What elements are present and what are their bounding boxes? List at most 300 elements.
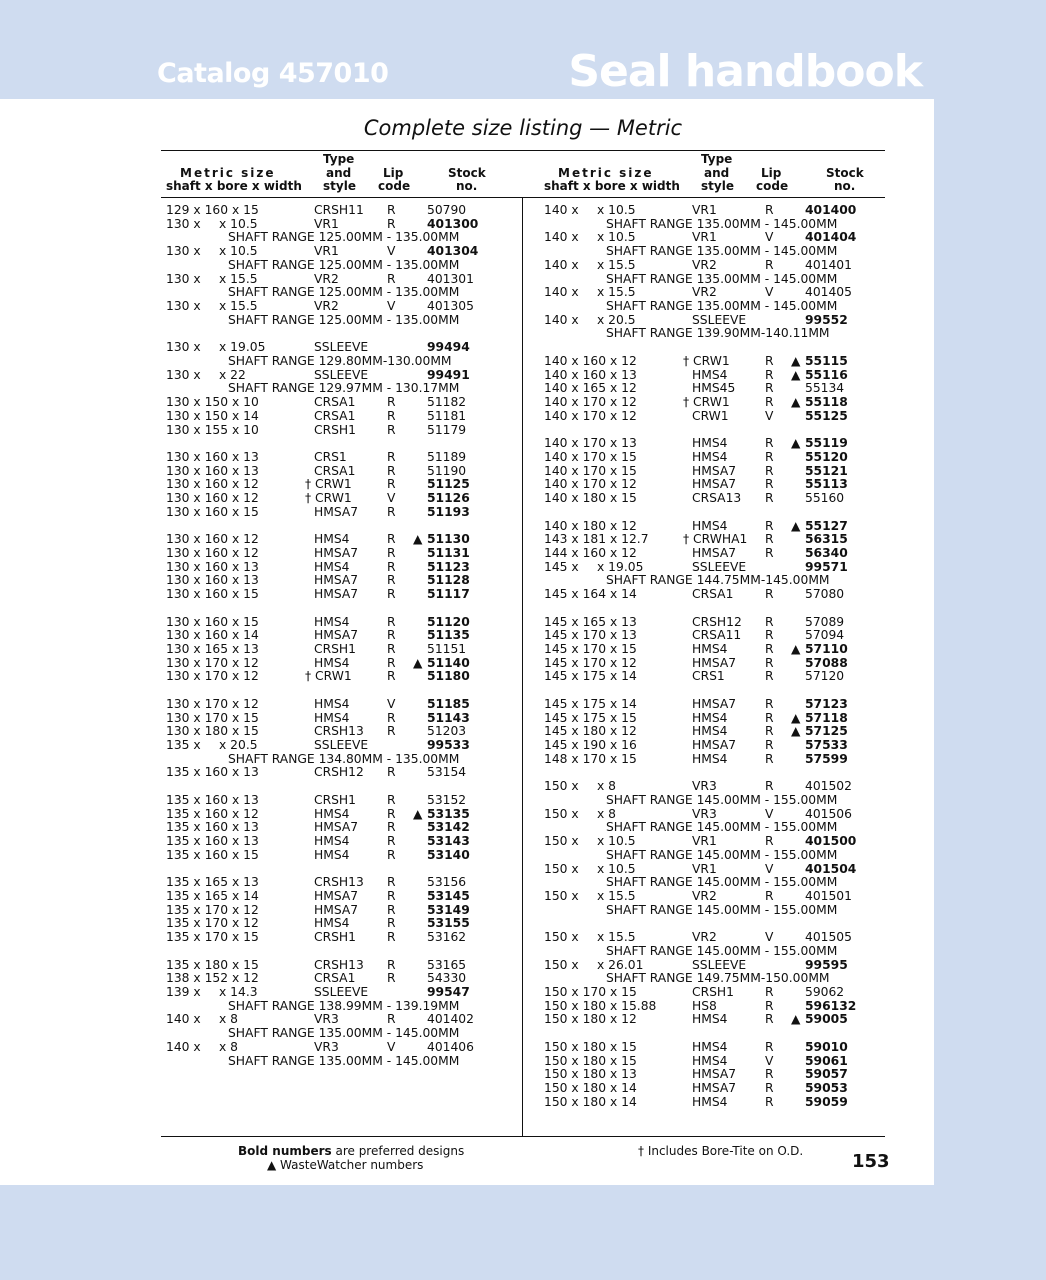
lip-code: R [765, 669, 774, 684]
stock-number: 51181 [427, 408, 467, 423]
type-header: Type [701, 152, 733, 166]
lip-code: R [387, 888, 396, 903]
stock-number: 53149 [427, 902, 470, 917]
width-size: x 15.5 [219, 299, 258, 314]
type-style: † CRW1 [305, 477, 352, 492]
lip-header: Lip [761, 166, 782, 180]
lip-code: R [387, 532, 396, 547]
metric-size: 130 x [166, 299, 201, 314]
type-style: CRSA13 [692, 491, 742, 506]
metric-size: 143 x 181 x 12.7 [544, 532, 649, 547]
metric-size: 145 x 175 x 15 [544, 710, 637, 725]
table-row [166, 657, 506, 671]
metric-size: 140 x [166, 1039, 201, 1054]
metric-size: 140 x [544, 257, 579, 272]
metric-size: 145 x 170 x 15 [544, 642, 637, 656]
shaft-range: SHAFT RANGE 129.97MM - 130.17MM [228, 381, 460, 396]
wastewatcher-icon: ▲ [791, 367, 801, 382]
stock-number: 59061 [805, 1053, 848, 1068]
table-row [166, 588, 506, 602]
row-gap [166, 780, 506, 794]
stock-number: 53162 [427, 930, 467, 945]
metric-size: 130 x 160 x 15 [166, 504, 259, 519]
table-row [166, 218, 506, 232]
type-style: VR1 [692, 230, 717, 245]
lip-code: R [765, 1081, 774, 1095]
stock-number: 55118 [805, 395, 848, 410]
shaft-range: SHAFT RANGE 135.00MM - 145.00MM [606, 299, 838, 314]
lip-code: R [387, 477, 396, 492]
lip-code: R [765, 257, 774, 272]
table-row [166, 204, 506, 218]
table-row [166, 643, 506, 657]
metric-size: 130 x 170 x 12 [166, 655, 259, 670]
metric-size: 135 x 160 x 15 [166, 847, 259, 862]
type-style: HMS4 [692, 751, 728, 766]
stock-number: 51189 [427, 449, 467, 464]
width-size: x 19.05 [597, 559, 644, 574]
type-style: CRSH1 [314, 422, 357, 437]
table-row [166, 369, 506, 383]
width-size: x 8 [597, 779, 617, 794]
type-style: HMSA7 [314, 545, 359, 560]
type-style: CRS1 [692, 669, 725, 684]
table-row [166, 506, 506, 520]
metric-size: 140 x 180 x 12 [544, 518, 637, 533]
table-row [544, 561, 884, 575]
table-row [166, 492, 506, 506]
stock-number: 57080 [805, 587, 845, 602]
table-row [166, 725, 506, 739]
type-style: CRSH1 [692, 984, 735, 999]
metric-size: 150 x [544, 957, 579, 972]
lip-code: R [387, 765, 396, 780]
shaft-range-note [544, 574, 884, 588]
metric-size: 140 x 170 x 15 [544, 463, 637, 478]
row-gap [544, 341, 884, 355]
metric-size: 135 x 160 x 13 [166, 765, 259, 780]
table-row [544, 1041, 884, 1055]
table-row [544, 588, 884, 602]
type-style: HMSA7 [314, 820, 359, 835]
stock-number: 51143 [427, 710, 470, 725]
lip-code: V [765, 930, 774, 945]
table-row [544, 890, 884, 904]
table-row [166, 273, 506, 287]
handbook-title: Seal handbook [568, 46, 922, 97]
metric-size: 150 x [544, 834, 579, 849]
stock-header: Stock [826, 166, 864, 180]
shaft-range-note [166, 1000, 506, 1014]
stock-header: Stock [448, 166, 486, 180]
type-header-and: and [704, 166, 730, 180]
lip-code: R [387, 587, 396, 602]
stock-number: 59010 [805, 1039, 848, 1054]
type-style: CRSH1 [314, 792, 357, 807]
shaft-range-note [166, 231, 506, 245]
stock-number: 57123 [805, 696, 848, 711]
row-gap [544, 506, 884, 520]
table-row [544, 808, 884, 822]
type-style: VR3 [692, 806, 717, 821]
type-style: VR3 [692, 779, 717, 794]
table-row [166, 876, 506, 890]
metric-size: 140 x 160 x 13 [544, 367, 637, 382]
lip-code: R [387, 573, 396, 588]
metric-size: 130 x 150 x 14 [166, 408, 259, 423]
metric-size: 135 x 160 x 13 [166, 792, 259, 807]
lip-code: R [387, 669, 396, 684]
size-header: Metric size [180, 166, 276, 180]
lip-code: V [765, 285, 774, 300]
table-row [166, 629, 506, 643]
type-style: HMSA7 [692, 696, 737, 711]
lip-code: R [387, 916, 396, 931]
lip-code: R [387, 395, 396, 410]
metric-size: 140 x [166, 1012, 201, 1027]
table-row [544, 863, 884, 877]
stock-number: 55134 [805, 381, 845, 396]
metric-size: 150 x [544, 806, 579, 821]
type-style: CRSA1 [314, 408, 356, 423]
table-row [166, 739, 506, 753]
type-style: CRW1 [692, 408, 729, 423]
wastewatcher-icon: ▲ [791, 724, 801, 739]
table-row [166, 698, 506, 712]
type-style: HMS4 [314, 834, 350, 849]
width-size: x 10.5 [597, 834, 636, 849]
wastewatcher-icon: ▲ [791, 710, 801, 725]
type-style: VR2 [692, 888, 717, 903]
stock-number: 401406 [427, 1039, 474, 1054]
table-row [166, 451, 506, 465]
shaft-range: SHAFT RANGE 145.00MM - 155.00MM [606, 847, 838, 862]
lip-code: R [387, 971, 396, 986]
type-style: HMS4 [314, 806, 350, 821]
lip-code: R [387, 957, 396, 972]
table-row [166, 835, 506, 849]
lip-code: V [387, 1039, 396, 1054]
stock-number: 401504 [805, 861, 857, 876]
shaft-range-note [166, 314, 506, 328]
stock-number: 57599 [805, 751, 848, 766]
stock-number: 51193 [427, 504, 470, 519]
type-style: HMS4 [692, 1012, 728, 1027]
lip-code: R [387, 203, 396, 217]
width-size: x 8 [219, 1039, 239, 1054]
table-row [544, 1055, 884, 1069]
metric-size: 130 x 150 x 10 [166, 395, 259, 410]
stock-number: 401405 [805, 285, 852, 300]
type-style: VR3 [314, 1012, 339, 1027]
shaft-range: SHAFT RANGE 135.00MM - 145.00MM [228, 1053, 460, 1068]
table-row [166, 1041, 506, 1055]
wastewatcher-icon: ▲ [413, 655, 423, 670]
type-style: VR1 [692, 834, 717, 849]
stock-number: 51182 [427, 395, 467, 410]
metric-size: 130 x 160 x 15 [166, 614, 259, 629]
lip-code: R [387, 902, 396, 917]
type-style: SSLEEVE [314, 367, 369, 382]
lip-code: R [387, 559, 396, 574]
type-style: HMS4 [314, 532, 350, 547]
row-gap [166, 863, 506, 877]
metric-size: 130 x 160 x 13 [166, 573, 259, 588]
metric-size: 140 x [544, 285, 579, 300]
table-row [544, 959, 884, 973]
lip-code: V [387, 244, 396, 259]
table-row [166, 561, 506, 575]
metric-size: 130 x 170 x 12 [166, 669, 259, 684]
type-style: HMSA7 [314, 902, 359, 917]
shaft-range: SHAFT RANGE 129.80MM-130.00MM [228, 353, 452, 368]
width-size: x 15.5 [597, 888, 636, 903]
type-header-style: style [701, 179, 734, 193]
table-row [544, 355, 884, 369]
stock-number: 56315 [805, 532, 848, 547]
type-style: VR1 [314, 216, 339, 231]
table-row [544, 725, 884, 739]
stock-number: 401501 [805, 888, 852, 903]
lip-code: R [387, 449, 396, 464]
type-style: HMSA7 [314, 504, 359, 519]
table-row [166, 986, 506, 1000]
table-row [166, 821, 506, 835]
metric-size: 150 x 180 x 13 [544, 1067, 637, 1082]
metric-size: 130 x 160 x 13 [166, 559, 259, 574]
table-row [544, 1096, 884, 1110]
table-row [166, 424, 506, 438]
lip-code: R [765, 532, 774, 547]
lip-code: V [765, 1053, 774, 1068]
shaft-range: SHAFT RANGE 145.00MM - 155.00MM [606, 875, 838, 890]
stock-header-no: no. [834, 179, 856, 193]
width-size: x 10.5 [597, 861, 636, 876]
lip-header: Lip [383, 166, 404, 180]
type-header-and: and [326, 166, 352, 180]
metric-size: 135 x 165 x 14 [166, 888, 259, 903]
type-style: HMSA7 [314, 888, 359, 903]
type-style: CRSA11 [692, 628, 742, 643]
type-style: HMSA7 [692, 1081, 737, 1095]
shaft-range: SHAFT RANGE 138.99MM - 139.19MM [228, 998, 460, 1013]
lip-code: R [765, 710, 774, 725]
lip-code: V [387, 299, 396, 314]
type-style: HMSA7 [692, 545, 737, 560]
metric-size: 130 x 170 x 12 [166, 696, 259, 711]
table-row [544, 231, 884, 245]
lip-code: R [765, 614, 774, 629]
metric-size: 130 x 160 x 14 [166, 628, 259, 643]
row-gap [166, 437, 506, 451]
row-gap [544, 684, 884, 698]
lip-code: R [765, 642, 774, 656]
bold-note-term: Bold numbers [238, 1144, 332, 1158]
shaft-range-note [544, 821, 884, 835]
table-row [166, 849, 506, 863]
lip-code: R [387, 614, 396, 629]
stock-number: 51180 [427, 669, 470, 684]
row-gap [544, 424, 884, 438]
stock-number: 55115 [805, 353, 848, 368]
table-row [544, 986, 884, 1000]
table-row [544, 1068, 884, 1082]
stock-number: 53145 [427, 888, 470, 903]
stock-number: 57094 [805, 628, 845, 643]
type-style: VR2 [692, 930, 717, 945]
lip-code: R [765, 628, 774, 643]
stock-number: 53154 [427, 765, 467, 780]
shaft-range-note [544, 300, 884, 314]
type-header-style: style [323, 179, 356, 193]
type-style: SSLEEVE [692, 559, 747, 574]
shaft-range: SHAFT RANGE 125.00MM - 135.00MM [228, 257, 460, 272]
stock-number: 57089 [805, 614, 845, 629]
lip-code: R [765, 1039, 774, 1054]
type-style: HMSA7 [692, 738, 737, 753]
stock-number: 55120 [805, 449, 848, 464]
type-style: HMS4 [314, 655, 350, 670]
shaft-range: SHAFT RANGE 135.00MM - 145.00MM [228, 1026, 460, 1041]
lip-code: R [387, 875, 396, 890]
shaft-range: SHAFT RANGE 125.00MM - 135.00MM [228, 312, 460, 327]
table-row [544, 533, 884, 547]
type-style: HMS4 [314, 847, 350, 862]
lip-code: R [765, 587, 774, 602]
metric-size: 145 x 175 x 14 [544, 696, 637, 711]
metric-size: 130 x [166, 271, 201, 286]
metric-size: 150 x 180 x 14 [544, 1094, 637, 1109]
lip-code: R [765, 367, 774, 382]
table-row [544, 369, 884, 383]
metric-size: 130 x [166, 367, 201, 382]
shaft-range: SHAFT RANGE 125.00MM - 135.00MM [228, 285, 460, 300]
stock-number: 51190 [427, 463, 467, 478]
lip-code: V [765, 806, 774, 821]
stock-number: 53152 [427, 792, 467, 807]
metric-size: 140 x 170 x 12 [544, 408, 637, 423]
lip-code: R [765, 395, 774, 410]
shaft-range: SHAFT RANGE 135.00MM - 145.00MM [606, 271, 838, 286]
stock-number: 401402 [427, 1012, 474, 1027]
table-row [166, 478, 506, 492]
table-row [544, 1013, 884, 1027]
lip-code: R [387, 642, 396, 656]
type-style: HMS4 [692, 436, 728, 451]
shaft-range-note [166, 1055, 506, 1069]
size-header: Metric size [558, 166, 654, 180]
wastewatcher-icon: ▲ [791, 353, 801, 368]
shaft-range: SHAFT RANGE 125.00MM - 135.00MM [228, 230, 460, 245]
stock-number: 99494 [427, 340, 470, 355]
metric-size: 140 x 170 x 12 [544, 395, 637, 410]
stock-number: 51128 [427, 573, 470, 588]
stock-number: 59059 [805, 1094, 848, 1109]
metric-size: 140 x 180 x 15 [544, 491, 637, 506]
stock-number: 59005 [805, 1012, 848, 1027]
table-row [166, 245, 506, 259]
table-row [166, 766, 506, 780]
lip-code: R [387, 504, 396, 519]
lip-code: R [765, 751, 774, 766]
shaft-range-note [544, 876, 884, 890]
shaft-range-note [544, 218, 884, 232]
stock-number: 53142 [427, 820, 470, 835]
type-style: SSLEEVE [692, 312, 747, 327]
metric-size: 150 x [544, 930, 579, 945]
type-style: HMSA7 [692, 655, 737, 670]
row-gap [544, 1027, 884, 1041]
type-style: HMS4 [692, 367, 728, 382]
type-style: CRSA1 [314, 971, 356, 986]
metric-size: 145 x 170 x 13 [544, 628, 637, 643]
type-style: VR1 [692, 203, 717, 217]
stock-number: 57118 [805, 710, 848, 725]
width-size: x 20.5 [219, 738, 258, 753]
metric-size: 150 x 180 x 15 [544, 1039, 637, 1054]
metric-size: 145 x 175 x 14 [544, 669, 637, 684]
type-style: † CRWHA1 [683, 532, 748, 547]
table-row [544, 437, 884, 451]
stock-number: 401505 [805, 930, 852, 945]
metric-size: 135 x [166, 738, 201, 753]
stock-number: 51120 [427, 614, 470, 629]
lip-code: R [387, 806, 396, 821]
metric-size: 145 x 180 x 12 [544, 724, 637, 739]
table-row [544, 698, 884, 712]
width-size: x 20.5 [597, 312, 636, 327]
stock-number: 51123 [427, 559, 470, 574]
metric-size: 135 x 180 x 15 [166, 957, 259, 972]
shaft-range: SHAFT RANGE 145.00MM - 155.00MM [606, 943, 838, 958]
wastewatcher-icon: ▲ [791, 518, 801, 533]
type-style: HMS45 [692, 381, 736, 396]
lip-code: R [387, 408, 396, 423]
metric-size: 150 x [544, 861, 579, 876]
type-style: HMSA7 [692, 463, 737, 478]
shaft-range: SHAFT RANGE 134.80MM - 135.00MM [228, 751, 460, 766]
width-size: x 8 [597, 806, 617, 821]
metric-size: 130 x 160 x 13 [166, 449, 259, 464]
shaft-range-note [544, 972, 884, 986]
metric-size: 145 x 164 x 14 [544, 587, 637, 602]
metric-size: 135 x 170 x 12 [166, 902, 259, 917]
metric-size: 129 x 160 x 15 [166, 203, 259, 217]
width-size: x 26.01 [597, 957, 644, 972]
stock-number: 596132 [805, 998, 857, 1013]
shaft-range-note [166, 1027, 506, 1041]
metric-size: 135 x 160 x 13 [166, 820, 259, 835]
table-row [166, 300, 506, 314]
metric-size: 135 x 165 x 13 [166, 875, 259, 890]
lip-code: R [387, 655, 396, 670]
lip-code: R [387, 820, 396, 835]
table-row [166, 712, 506, 726]
table-row [544, 478, 884, 492]
type-style: VR1 [692, 861, 717, 876]
stock-number: 55121 [805, 463, 848, 478]
metric-size: 130 x 170 x 15 [166, 710, 259, 725]
type-style: HMS4 [314, 696, 350, 711]
lip-code: R [765, 1012, 774, 1027]
shaft-range-note [166, 259, 506, 273]
metric-size: 130 x 160 x 12 [166, 477, 259, 492]
lip-code: R [765, 655, 774, 670]
type-style: CRSH13 [314, 875, 364, 890]
bold-note-text: are preferred designs [331, 1144, 465, 1158]
table-row [166, 533, 506, 547]
table-row [544, 410, 884, 424]
